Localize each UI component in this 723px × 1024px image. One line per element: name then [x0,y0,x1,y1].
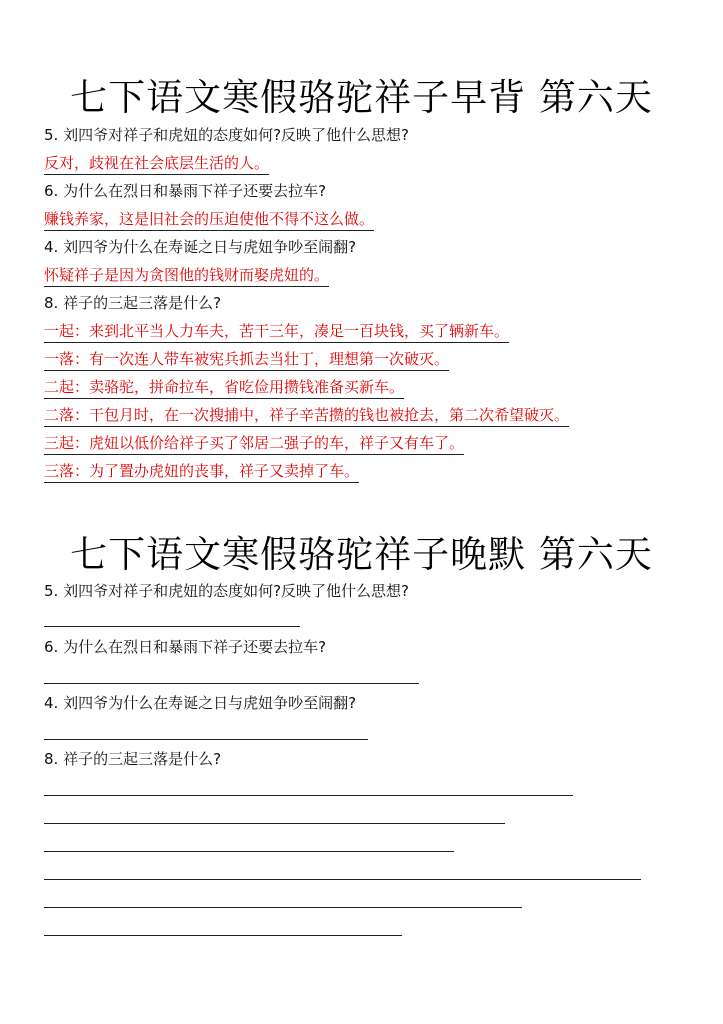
answer-blank-line [44,879,641,880]
morning-question-8: 8. 祥子的三起三落是什么? [44,294,222,312]
answer-blank-line [44,851,454,852]
answer-blank-line [44,823,505,824]
answer-blank-line [44,626,300,627]
morning-title: 七下语文寒假骆驼祥子早背 第六天 [70,76,653,119]
morning-answer-4: 怀疑祥子是因为贪图他的钱财而娶虎妞的。 [44,266,329,287]
morning-question-6: 6. 为什么在烈日和暴雨下祥子还要去拉车? [44,182,327,200]
morning-question-4: 4. 刘四爷为什么在寿诞之日与虎妞争吵至闹翻? [44,238,357,256]
answer-blank-line [44,795,573,796]
morning-answer-8-rise-1: 一起：来到北平当人力车夫，苦干三年，凑足一百块钱，买了辆新车。 [44,322,509,343]
answer-blank-line [44,907,522,908]
morning-answer-5: 反对，歧视在社会底层生活的人。 [44,154,269,175]
evening-question-4: 4. 刘四爷为什么在寿诞之日与虎妞争吵至闹翻? [44,694,357,712]
morning-answer-6: 赚钱养家，这是旧社会的压迫使他不得不这么做。 [44,210,374,231]
evening-question-6: 6. 为什么在烈日和暴雨下祥子还要去拉车? [44,638,327,656]
evening-question-5: 5. 刘四爷对祥子和虎妞的态度如何?反映了他什么思想? [44,582,410,600]
evening-title: 七下语文寒假骆驼祥子晚默 第六天 [70,533,653,576]
answer-blank-line [44,683,419,684]
morning-answer-8-fall-3: 三落：为了置办虎妞的丧事，祥子又卖掉了车。 [44,462,359,483]
morning-answer-8-fall-2: 二落：干包月时，在一次搜捕中，祥子辛苦攒的钱也被抢去，第二次希望破灭。 [44,406,569,427]
morning-answer-8-fall-1: 一落：有一次连人带车被宪兵抓去当壮丁，理想第一次破灭。 [44,350,449,371]
answer-blank-line [44,739,368,740]
answer-blank-line [44,935,402,936]
morning-question-5: 5. 刘四爷对祥子和虎妞的态度如何?反映了他什么思想? [44,126,410,144]
evening-question-8: 8. 祥子的三起三落是什么? [44,750,222,768]
morning-answer-8-rise-2: 二起：卖骆驼，拼命拉车，省吃俭用攒钱准备买新车。 [44,378,404,399]
morning-answer-8-rise-3: 三起：虎妞以低价给祥子买了邻居二强子的车，祥子又有车了。 [44,434,464,455]
